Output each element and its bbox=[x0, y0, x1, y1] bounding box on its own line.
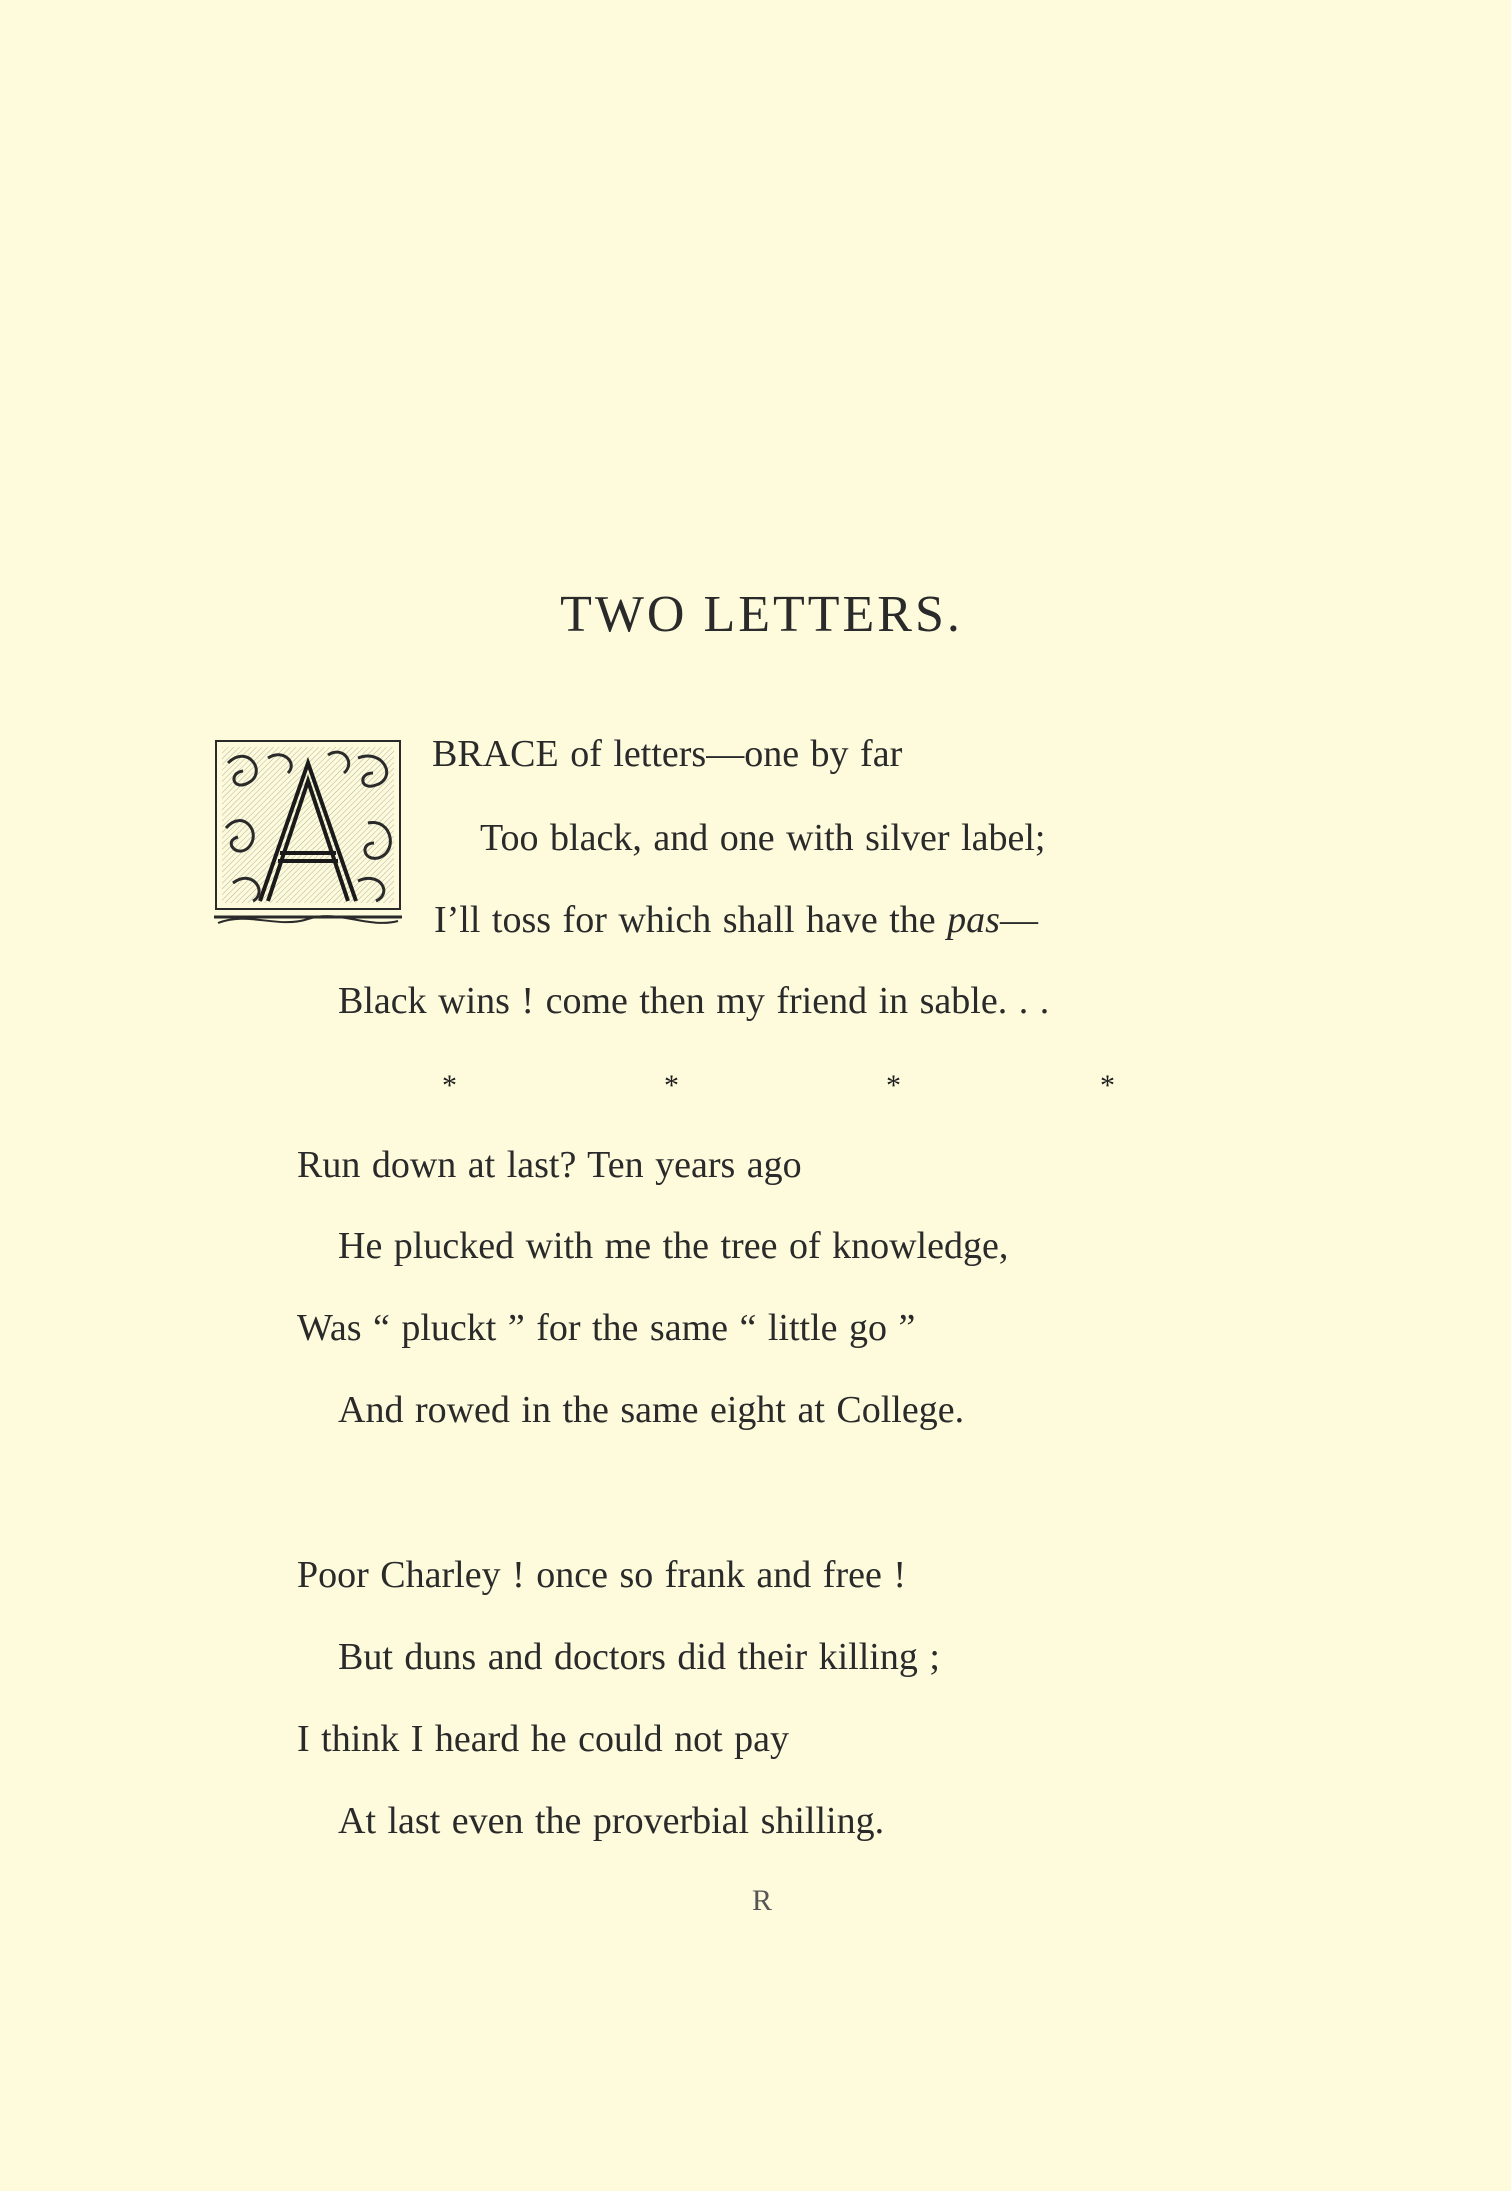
stanza1-line2: Too black, and one with silver label; bbox=[480, 817, 1046, 859]
separator-star: * bbox=[1100, 1069, 1115, 1102]
stanza3-line4: At last even the proverbial shilling. bbox=[338, 1800, 885, 1842]
stanza3-line1: Poor Charley ! once so frank and free ! bbox=[297, 1554, 906, 1596]
separator-star: * bbox=[664, 1069, 679, 1102]
stanza1-line3-end: — bbox=[999, 899, 1038, 941]
stanza1-line3-italic: pas bbox=[947, 899, 1000, 941]
stanza2-line3: Was “ pluckt ” for the same “ little go ” bbox=[297, 1307, 916, 1349]
section-separator bbox=[0, 1066, 1511, 1106]
separator-star: * bbox=[442, 1069, 457, 1102]
stanza1-line4: Black wins ! come then my friend in sable. . . bbox=[338, 980, 1050, 1022]
ornamental-initial-icon bbox=[208, 733, 408, 931]
stanza1-line1: BRACE of letters—one by far bbox=[432, 733, 903, 775]
stanza1-line3-text: I’ll toss for which shall have the bbox=[434, 899, 948, 941]
stanza1-line3 bbox=[434, 896, 1038, 944]
poem-title: TWO LETTERS. bbox=[560, 586, 963, 643]
stanza2-line1: Run down at last? Ten years ago bbox=[297, 1144, 802, 1186]
stanza2-line4: And rowed in the same eight at College. bbox=[338, 1389, 965, 1431]
stanza3-line3: I think I heard he could not pay bbox=[297, 1718, 790, 1760]
signature-mark: R bbox=[752, 1884, 773, 1917]
stanza2-line2: He plucked with me the tree of knowledge, bbox=[338, 1225, 1009, 1267]
separator-star: * bbox=[886, 1069, 901, 1102]
stanza3-line2: But duns and doctors did their killing ; bbox=[338, 1636, 940, 1678]
